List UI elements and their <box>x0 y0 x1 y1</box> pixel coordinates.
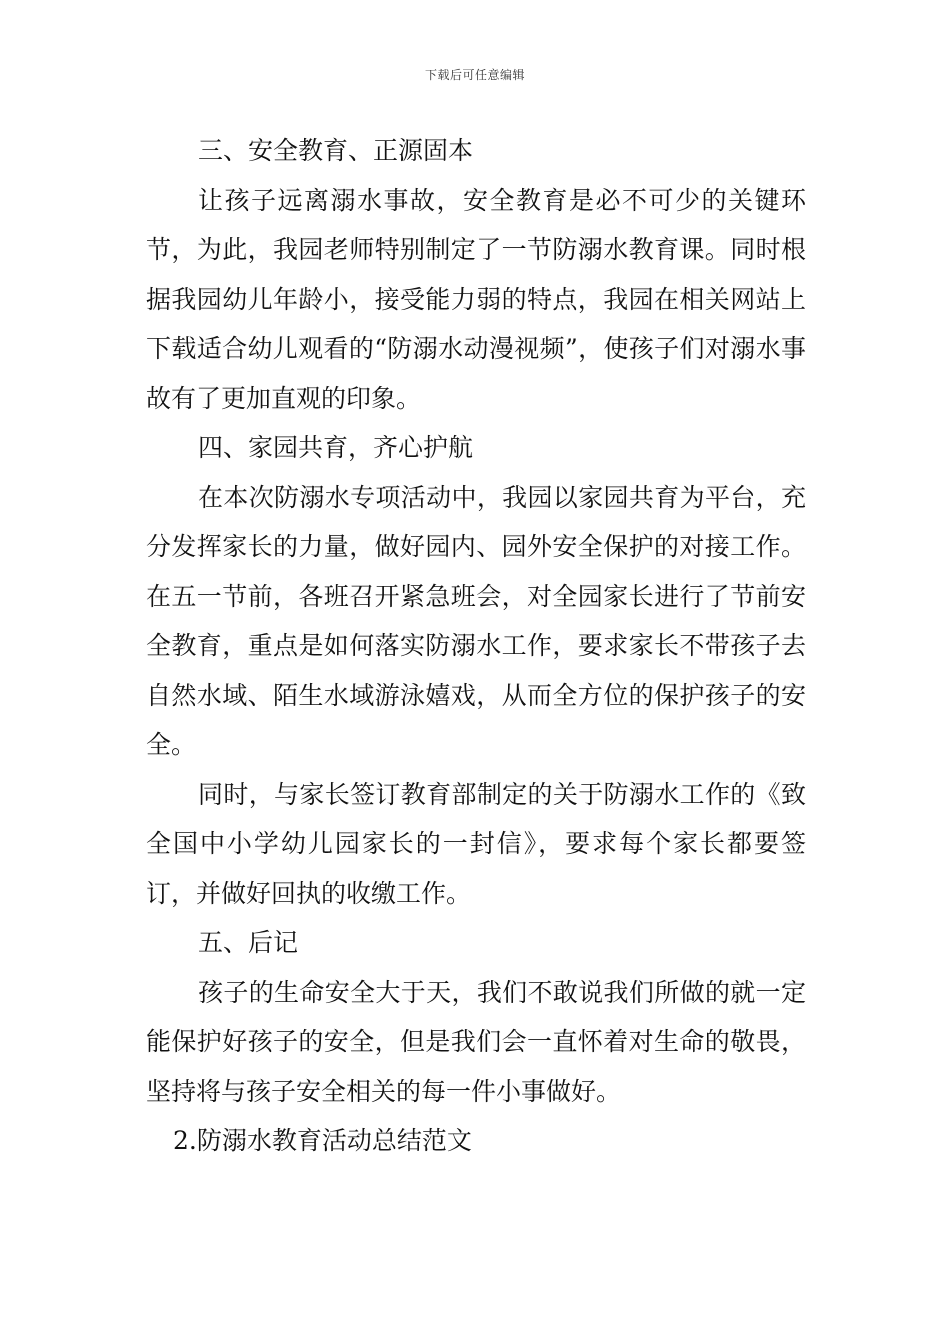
section-heading-3: 三、安全教育、正源固本 <box>198 136 474 165</box>
paragraph-parent-letter: 同时，与家长签订教育部制定的关于防溺水工作的《致全国中小学幼儿园家长的一封信》，要求每个家长都要签订，并做好回执的收缴工作。 <box>146 779 806 908</box>
document-body <box>146 126 806 1166</box>
article-title-2: 2.防溺水教育活动总结范文 <box>173 1126 472 1155</box>
paragraph-home-school: 在本次防溺水专项活动中，我园以家园共育为平台，充分发挥家长的力量，做好园内、园外安全保护的对接工作。在五一节前，各班召开紧急班会，对全园家长进行了节前安全教育，重点是如何落实防溺水工作，要求家长不带孩子去自然水域、陌生水域游泳嬉戏，从而全方位的保护孩子的安全。 <box>146 482 806 759</box>
paragraph-postscript: 孩子的生命安全大于天，我们不敢说我们所做的就一定能保护好孩子的安全，但是我们会一直怀着对生命的敬畏，坚持将与孩子安全相关的每一件小事做好。 <box>146 977 806 1106</box>
section-heading-4: 四、家园共育，齐心护航 <box>198 433 474 462</box>
paragraph-safety-education: 让孩子远离溺水事故，安全教育是必不可少的关键环节，为此，我园老师特别制定了一节防溺水教育课。同时根据我园幼儿年龄小，接受能力弱的特点，我园在相关网站上下载适合幼儿观看的“防溺水动漫视频”，使孩子们对溺水事故有了更加直观的印象。 <box>146 185 806 413</box>
section-heading-5: 五、后记 <box>198 928 299 957</box>
page-header-note: 下载后可任意编辑 <box>424 68 525 82</box>
